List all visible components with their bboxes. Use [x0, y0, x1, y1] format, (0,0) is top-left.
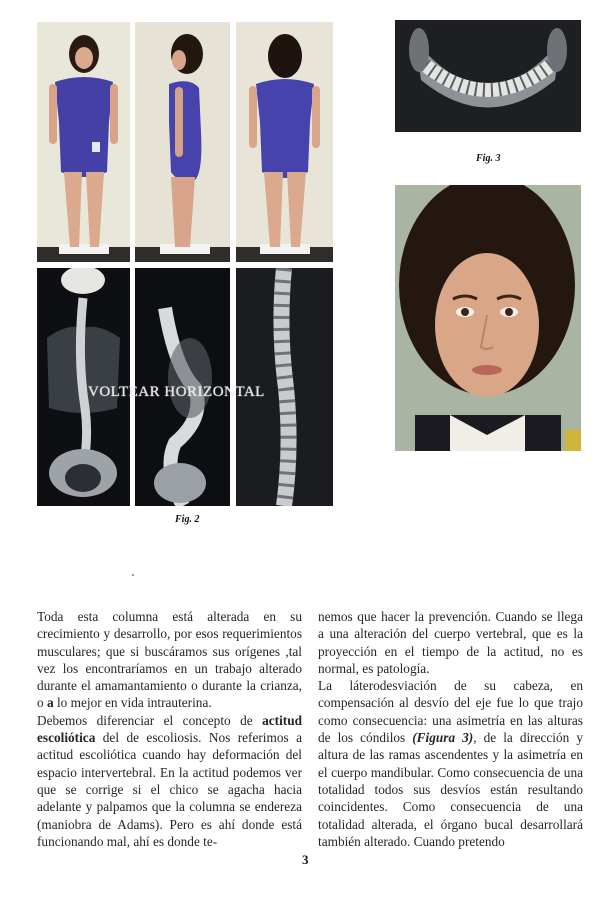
posture-photo-back: [236, 22, 333, 262]
print-speck: [132, 574, 134, 576]
left-paragraph-2: Debemos diferenciar el concepto de actitud escoliótica del de escoliosis. Nos referimos a actitud escoliótica cuando hay deformación del espacio intervertebral. En la actitud podemos ver que se corrige si el chico se agacha hacia adelante y palpamos que la columna se endereza (maniobra de Adams). Pero es ahí donde está funcionando mal, ahí es donde te-: [37, 712, 302, 849]
text-column-left: [37, 608, 302, 850]
page-number: 3: [302, 852, 309, 867]
flip-horizontal-overlay: VOLTEAR HORIZONTAL: [88, 384, 265, 400]
text-column-right: [318, 608, 583, 850]
left-paragraph-1: Toda esta columna está alterada en su crecimiento y desarrollo, por esos requerimientos musculares; que si buscáramos sus orígenes ,tal vez los encontraríamos en un trabajo alterado durante el amamantamiento o durante la crianza, o a lo mejor en vida intrauterina.: [37, 609, 302, 711]
figure-reference: (Figura 3): [412, 730, 474, 746]
face-photo: [395, 185, 581, 451]
posture-photo-side: [135, 22, 230, 262]
fig2-caption: Fig. 2: [175, 514, 200, 525]
right-paragraph-2: La láterodesviación de su cabeza, en compensación al desvío del eje fue lo que trajo como consecuencia: una asimetría en las alturas de los cóndilos (Figura 3), de la dirección y altura de las ramas ascendentes y la asimetría en el cuerpo mandibular. Como consecuencia de una totalidad todos sus desvíos están resultando coincidentes. Como consecuencia de una totalidad alterada, el órgano bucal desarrollará también alterado. Cuando pretendo: [318, 678, 583, 849]
posture-photo-front: [37, 22, 130, 262]
panoramic-dental-xray: [395, 20, 581, 132]
right-paragraph-1: nemos que hacer la prevención. Cuando se llega a una alteración del cuerpo vertebral, que es la proyección en el tiempo de la actitud, no es normal, es patología.: [318, 609, 583, 676]
fig3-caption: Fig. 3: [476, 153, 501, 164]
